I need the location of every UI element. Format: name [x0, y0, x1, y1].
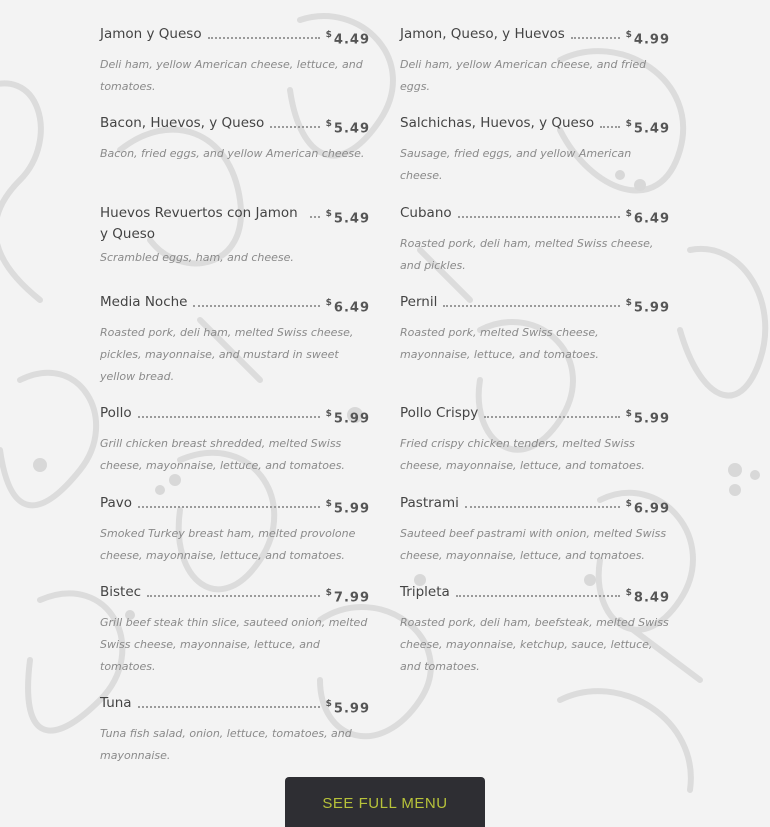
dotted-leader — [484, 403, 619, 418]
menu-item-price — [626, 493, 670, 521]
menu-item — [400, 493, 670, 582]
menu-grid — [100, 24, 670, 783]
menu-item-price — [626, 582, 670, 610]
dotted-leader — [310, 203, 320, 218]
currency-symbol: $ — [625, 499, 633, 509]
dotted-leader — [571, 24, 620, 39]
price-value: 4.99 — [633, 32, 670, 48]
menu-item — [100, 582, 370, 693]
dotted-leader — [138, 493, 320, 508]
menu-item-description: Tuna fish salad, onion, lettuce, tomatoes, and mayonnaise. — [100, 727, 352, 763]
currency-symbol: $ — [325, 30, 333, 40]
menu-item-header — [400, 493, 670, 521]
menu-item-description: Fried crispy chicken tenders, melted Swiss cheese, mayonnaise, lettuce, and tomatoes. — [400, 437, 645, 473]
menu-item-price — [326, 582, 370, 610]
menu-item — [100, 693, 370, 783]
menu-item-description: Smoked Turkey breast ham, melted provolone cheese, mayonnaise, lettuce, and tomatoes. — [100, 527, 356, 563]
menu-item-header — [100, 693, 370, 721]
menu-item-name: Pavo — [100, 495, 133, 511]
menu-item — [400, 203, 670, 292]
menu-item-price — [326, 292, 370, 320]
currency-symbol: $ — [325, 298, 333, 308]
currency-symbol: $ — [625, 119, 633, 129]
price-value: 5.49 — [333, 211, 370, 227]
menu-item-header — [400, 203, 670, 231]
price-value: 5.99 — [333, 501, 370, 517]
menu-item-description: Scrambled eggs, ham, and cheese. — [100, 251, 294, 264]
dotted-leader — [138, 693, 320, 708]
currency-symbol: $ — [325, 699, 333, 709]
menu-item — [100, 203, 370, 292]
price-value: 5.99 — [333, 411, 370, 427]
menu-item-description: Deli ham, yellow American cheese, lettuce, and tomatoes. — [100, 58, 363, 94]
menu-item-description: Roasted pork, deli ham, melted Swiss cheese, and pickles. — [400, 237, 654, 273]
dotted-leader — [443, 292, 619, 307]
menu-item-name: Pernil — [400, 294, 438, 310]
menu-item-price — [626, 113, 670, 141]
currency-symbol: $ — [625, 209, 633, 219]
price-value: 6.99 — [633, 501, 670, 517]
menu-item — [400, 24, 670, 113]
menu-item — [400, 403, 670, 493]
menu-item-name: Tripleta — [400, 584, 450, 600]
menu-item-description: Grill beef steak thin slice, sauteed onion, melted Swiss cheese, mayonnaise, lettuce, and tomatoes. — [100, 616, 368, 674]
menu-item — [400, 292, 670, 403]
price-value: 5.99 — [633, 411, 670, 427]
price-value: 6.49 — [333, 300, 370, 316]
menu-item — [100, 113, 370, 203]
menu-item — [100, 292, 370, 403]
dotted-leader — [270, 113, 319, 128]
menu-item-description: Roasted pork, deli ham, melted Swiss cheese, pickles, mayonnaise, and mustard in sweet yellow bread. — [100, 326, 354, 384]
price-value: 5.99 — [333, 701, 370, 717]
menu-item-header — [400, 113, 670, 141]
menu-item-header — [100, 403, 370, 431]
menu-item-name: Bistec — [100, 584, 142, 600]
menu-item-price — [326, 403, 370, 431]
dotted-leader — [456, 582, 620, 597]
price-value: 4.49 — [333, 32, 370, 48]
currency-symbol: $ — [325, 499, 333, 509]
menu-item-name: Tuna — [100, 695, 132, 711]
dotted-leader — [600, 113, 620, 128]
menu-item-description: Sausage, fried eggs, and yellow American cheese. — [400, 147, 632, 183]
currency-symbol: $ — [325, 409, 333, 419]
menu-item-name: Huevos Revuertos con Jamon y Queso — [100, 205, 298, 242]
currency-symbol: $ — [625, 409, 633, 419]
currency-symbol: $ — [625, 298, 633, 308]
currency-symbol: $ — [325, 209, 333, 219]
currency-symbol: $ — [325, 588, 333, 598]
currency-symbol: $ — [325, 119, 333, 129]
menu-item-header — [400, 24, 670, 52]
menu-item-name: Pollo Crispy — [400, 405, 479, 421]
menu-item-price — [326, 693, 370, 721]
menu-item — [400, 582, 670, 693]
menu-item-price — [326, 24, 370, 52]
menu-item-name: Pollo — [100, 405, 132, 421]
menu-item-description: Roasted pork, deli ham, beefsteak, melted Swiss cheese, mayonnaise, ketchup, sauce, lettuce, and tomatoes. — [400, 616, 669, 674]
menu-item-header — [100, 493, 370, 521]
dotted-leader — [465, 493, 620, 508]
menu-item-name: Media Noche — [100, 294, 188, 310]
menu-item-price — [626, 403, 670, 431]
menu-item-name: Bacon, Huevos, y Queso — [100, 115, 265, 131]
menu-item-name: Cubano — [400, 205, 452, 221]
currency-symbol: $ — [625, 588, 633, 598]
menu-item-description: Grill chicken breast shredded, melted Swiss cheese, mayonnaise, lettuce, and tomatoes. — [100, 437, 345, 473]
menu-item-header — [100, 24, 370, 52]
menu-item-name: Pastrami — [400, 495, 459, 511]
price-value: 5.49 — [333, 121, 370, 137]
menu-item-header — [400, 292, 670, 320]
dotted-leader — [147, 582, 320, 597]
menu-item-header — [400, 403, 670, 431]
menu-item-price — [326, 493, 370, 521]
menu-item-description: Roasted pork, melted Swiss cheese, mayonnaise, lettuce, and tomatoes. — [400, 326, 599, 362]
menu-item-description: Deli ham, yellow American cheese, and fried eggs. — [400, 58, 647, 94]
menu-item-header — [100, 582, 370, 610]
price-value: 8.49 — [633, 590, 670, 606]
price-value: 6.49 — [633, 211, 670, 227]
see-full-menu-button[interactable]: SEE FULL MENU — [285, 777, 485, 827]
dotted-leader — [208, 24, 320, 39]
menu-item-name: Jamon y Queso — [100, 26, 202, 42]
dotted-leader — [138, 403, 320, 418]
menu-item — [400, 113, 670, 203]
menu-item-name: Salchichas, Huevos, y Queso — [400, 115, 595, 131]
menu-item-price — [626, 292, 670, 320]
dotted-leader — [458, 203, 620, 218]
menu-item-description: Bacon, fried eggs, and yellow American cheese. — [100, 147, 365, 161]
price-value: 5.49 — [633, 121, 670, 137]
menu-item — [100, 403, 370, 493]
menu-item-price — [326, 113, 370, 141]
menu-item-name: Jamon, Queso, y Huevos — [400, 26, 565, 42]
menu-item — [100, 24, 370, 113]
menu-item — [100, 493, 370, 582]
menu-item-description: Sauteed beef pastrami with onion, melted Swiss cheese, mayonnaise, lettuce, and tomatoes. — [400, 527, 667, 563]
menu-item-header — [100, 203, 370, 245]
menu-item-price — [626, 203, 670, 231]
menu-item-price — [326, 203, 370, 231]
menu-item-header — [400, 582, 670, 610]
currency-symbol: $ — [625, 30, 633, 40]
menu-item-price — [626, 24, 670, 52]
price-value: 5.99 — [633, 300, 670, 316]
dotted-leader — [193, 292, 319, 307]
price-value: 7.99 — [333, 590, 370, 606]
menu-item-header — [100, 113, 370, 141]
menu-item-header — [100, 292, 370, 320]
